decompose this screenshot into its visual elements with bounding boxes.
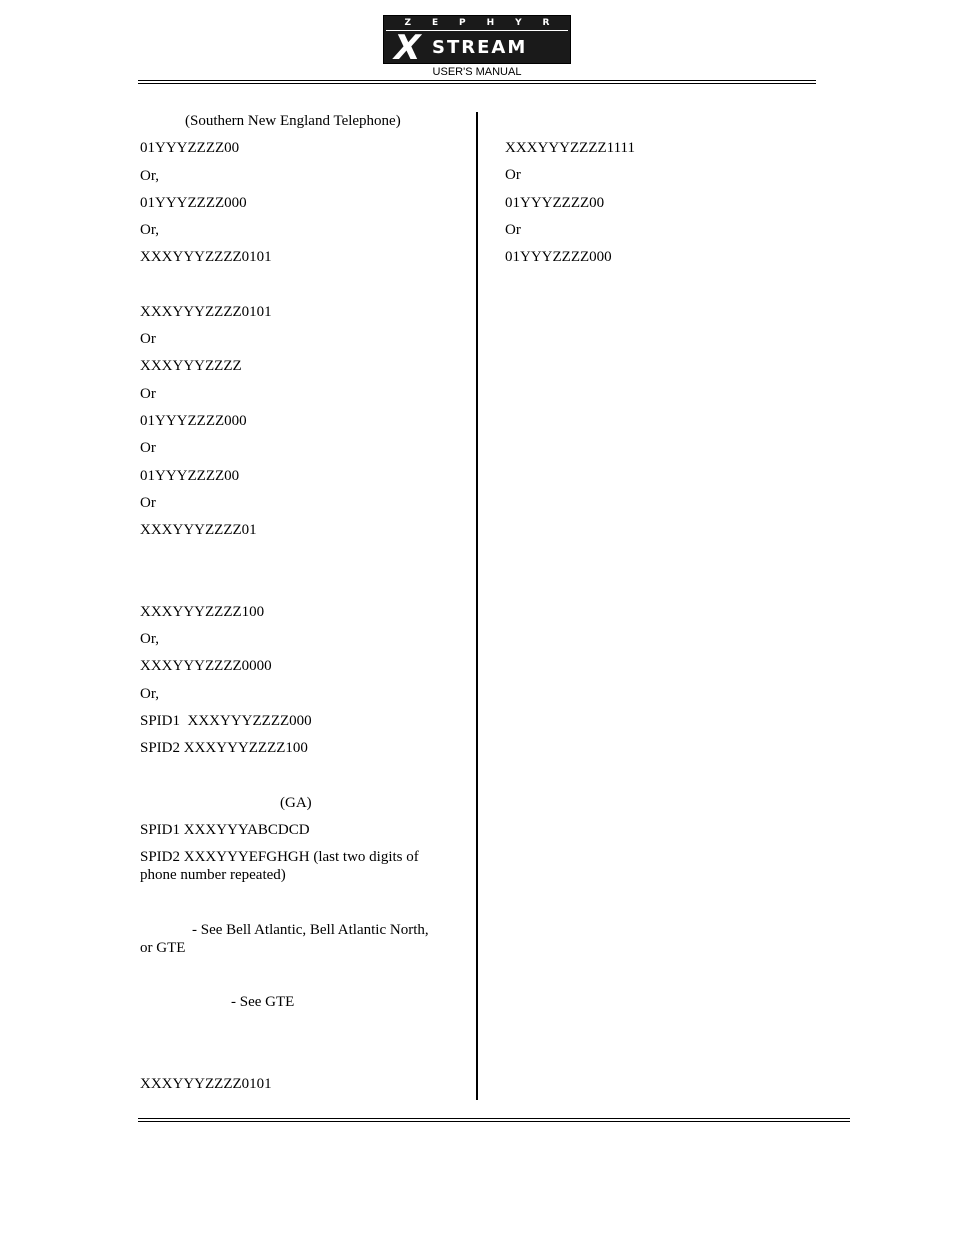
column-divider: [476, 112, 478, 1100]
zephyr-xstream-logo: [383, 15, 571, 68]
spid-format: XXXYYYZZZZ0101: [140, 249, 272, 265]
spid-format: XXXYYYZZZZ0101: [140, 304, 272, 320]
or-separator: Or,: [140, 686, 159, 702]
or-separator: Or: [505, 167, 521, 183]
spid-format: XXXYYYZZZZ100: [140, 604, 265, 620]
or-separator: Or,: [140, 631, 159, 647]
see-reference: - See GTE: [231, 994, 295, 1010]
logo-stream-wordmark: STREAM: [432, 37, 528, 58]
logo-zephyr-letters: Z E P H Y R: [404, 17, 550, 28]
spid-format: XXXYYYZZZZ1111: [505, 140, 635, 156]
spid-format: 01YYYZZZZ000: [140, 413, 247, 429]
spid2-format: SPID2 XXXYYYZZZZ100: [140, 740, 308, 756]
or-separator: Or: [140, 331, 156, 347]
or-separator: Or: [505, 222, 521, 238]
logo-x-mark: X: [389, 28, 425, 68]
header-rule-top: [138, 80, 816, 81]
spid-format: XXXYYYZZZZ0101: [140, 1076, 272, 1092]
spid1-format: SPID1 XXXYYYABCDCD: [140, 822, 310, 838]
spid-format: 01YYYZZZZ000: [505, 249, 612, 265]
header-rule-bottom: [138, 83, 816, 84]
spid1-format: SPID1 XXXYYYZZZZ000: [140, 713, 312, 729]
see-reference: - See Bell Atlantic, Bell Atlantic North,: [192, 922, 429, 938]
or-separator: Or: [140, 386, 156, 402]
spid-format: 01YYYZZZZ00: [140, 468, 240, 484]
footer-rule-bottom: [138, 1121, 850, 1122]
or-separator: Or,: [140, 168, 159, 184]
or-separator: Or,: [140, 222, 159, 238]
spid-format: 01YYYZZZZ00: [505, 195, 605, 211]
spid-format: 01YYYZZZZ000: [140, 195, 247, 211]
spid-format: XXXYYYZZZZ0000: [140, 658, 272, 674]
or-separator: Or: [140, 440, 156, 456]
or-separator: Or: [140, 495, 156, 511]
spid-format: 01YYYZZZZ00: [140, 140, 240, 156]
spid-format: XXXYYYZZZZ: [140, 358, 242, 374]
footer-rule-top: [138, 1118, 850, 1119]
carrier-note: (Southern New England Telephone): [185, 113, 401, 129]
users-manual-caption: USER'S MANUAL: [432, 66, 522, 78]
spid2-format: SPID2 XXXYYYEFGHGH (last two digits of phone number repeated): [140, 849, 419, 883]
carrier-note: (GA): [280, 795, 312, 811]
see-reference-cont: or GTE: [140, 940, 186, 956]
spid-format: XXXYYYZZZZ01: [140, 522, 257, 538]
